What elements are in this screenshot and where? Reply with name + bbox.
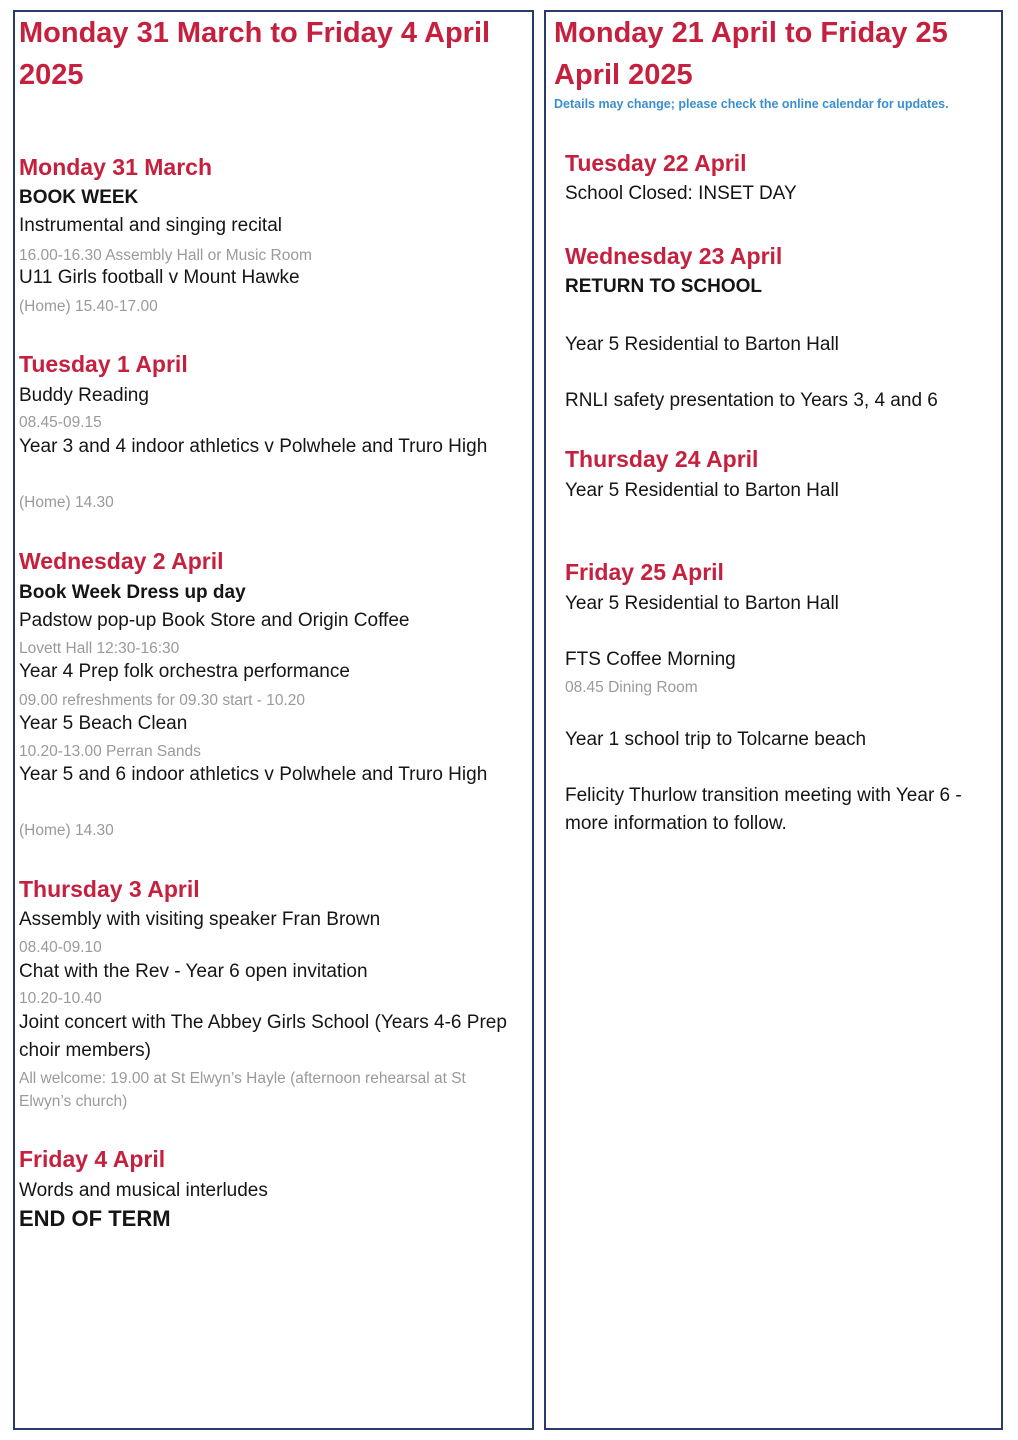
event-joint-concert: Joint concert with The Abbey Girls School (Years 4-6 Prep choir members): [19, 1012, 507, 1061]
event-year5-6-athletics: Year 5 and 6 indoor athletics v Polwhele and Truro High: [19, 764, 488, 785]
event-chat-with-rev-detail: 10.20-10.40: [19, 990, 102, 1007]
event-assembly-speaker: Assembly with visiting speaker Fran Brown: [19, 909, 381, 930]
event-return-to-school: RETURN TO SCHOOL: [565, 276, 763, 297]
event-year5-6-athletics-detail: (Home) 14.30: [19, 822, 114, 839]
event-recital: Instrumental and singing recital: [19, 215, 282, 236]
event-book-week: BOOK WEEK: [19, 187, 139, 208]
event-residential-wed: Year 5 Residential to Barton Hall: [565, 334, 839, 355]
left-week-title: Monday 31 March to Friday 4 April 2025: [19, 17, 491, 91]
event-assembly-speaker-detail: 08.40-09.10: [19, 939, 102, 956]
update-notice: Details may change; please check the online calendar for updates.: [554, 97, 949, 111]
event-fts-coffee-morning: FTS Coffee Morning: [565, 649, 736, 670]
day-heading-tuesday-1-april: Tuesday 1 April: [19, 351, 188, 377]
event-u11-football: U11 Girls football v Mount Hawke: [19, 267, 300, 288]
event-folk-orchestra: Year 4 Prep folk orchestra performance: [19, 661, 350, 682]
day-heading-thursday-24-april: Thursday 24 April: [565, 446, 759, 472]
event-beach-clean-detail: 10.20-13.00 Perran Sands: [19, 743, 201, 760]
event-u11-football-detail: (Home) 15.40-17.00: [19, 298, 158, 315]
day-heading-wednesday-2-april: Wednesday 2 April: [19, 548, 224, 574]
right-week-title: Monday 21 April to Friday 25 April 2025: [554, 17, 948, 91]
day-heading-tuesday-22-april: Tuesday 22 April: [565, 150, 747, 176]
event-chat-with-rev: Chat with the Rev - Year 6 open invitation: [19, 961, 368, 982]
day-heading-friday-25-april: Friday 25 April: [565, 559, 724, 585]
event-book-store-detail: Lovett Hall 12:30-16:30: [19, 640, 180, 657]
event-year3-4-athletics-detail: (Home) 14.30: [19, 494, 114, 511]
event-words-music: Words and musical interludes: [19, 1180, 268, 1201]
day-heading-friday-4-april: Friday 4 April: [19, 1146, 166, 1172]
day-heading-wednesday-23-april: Wednesday 23 April: [565, 243, 783, 269]
event-year3-4-athletics: Year 3 and 4 indoor athletics v Polwhele and Truro High: [19, 436, 488, 457]
day-heading-thursday-3-april: Thursday 3 April: [19, 876, 200, 902]
event-recital-detail: 16.00-16.30 Assembly Hall or Music Room: [19, 247, 312, 264]
event-fts-coffee-morning-detail: 08.45 Dining Room: [565, 679, 698, 696]
event-end-of-term: END OF TERM: [19, 1206, 171, 1231]
event-inset-day: School Closed: INSET DAY: [565, 183, 797, 204]
right-week-panel: [544, 10, 1003, 1430]
event-rnli-presentation: RNLI safety presentation to Years 3, 4 and 6: [565, 390, 938, 411]
day-heading-monday-31-march: Monday 31 March: [19, 154, 212, 180]
event-joint-concert-detail: All welcome: 19.00 at St Elwyn’s Hayle (afternoon rehearsal at St Elwyn’s church): [19, 1070, 466, 1110]
event-residential-thu: Year 5 Residential to Barton Hall: [565, 480, 839, 501]
event-residential-fri: Year 5 Residential to Barton Hall: [565, 593, 839, 614]
event-beach-clean: Year 5 Beach Clean: [19, 713, 188, 734]
event-tolcarne-trip: Year 1 school trip to Tolcarne beach: [565, 729, 867, 750]
event-buddy-reading-detail: 08.45-09.15: [19, 414, 102, 431]
event-transition-meeting: Felicity Thurlow transition meeting with Year 6 - more information to follow.: [565, 785, 962, 834]
event-book-store: Padstow pop-up Book Store and Origin Coffee: [19, 610, 410, 631]
event-dress-up-day: Book Week Dress up day: [19, 582, 246, 603]
event-buddy-reading: Buddy Reading: [19, 385, 149, 406]
event-folk-orchestra-detail: 09.00 refreshments for 09.30 start - 10.20: [19, 692, 306, 709]
